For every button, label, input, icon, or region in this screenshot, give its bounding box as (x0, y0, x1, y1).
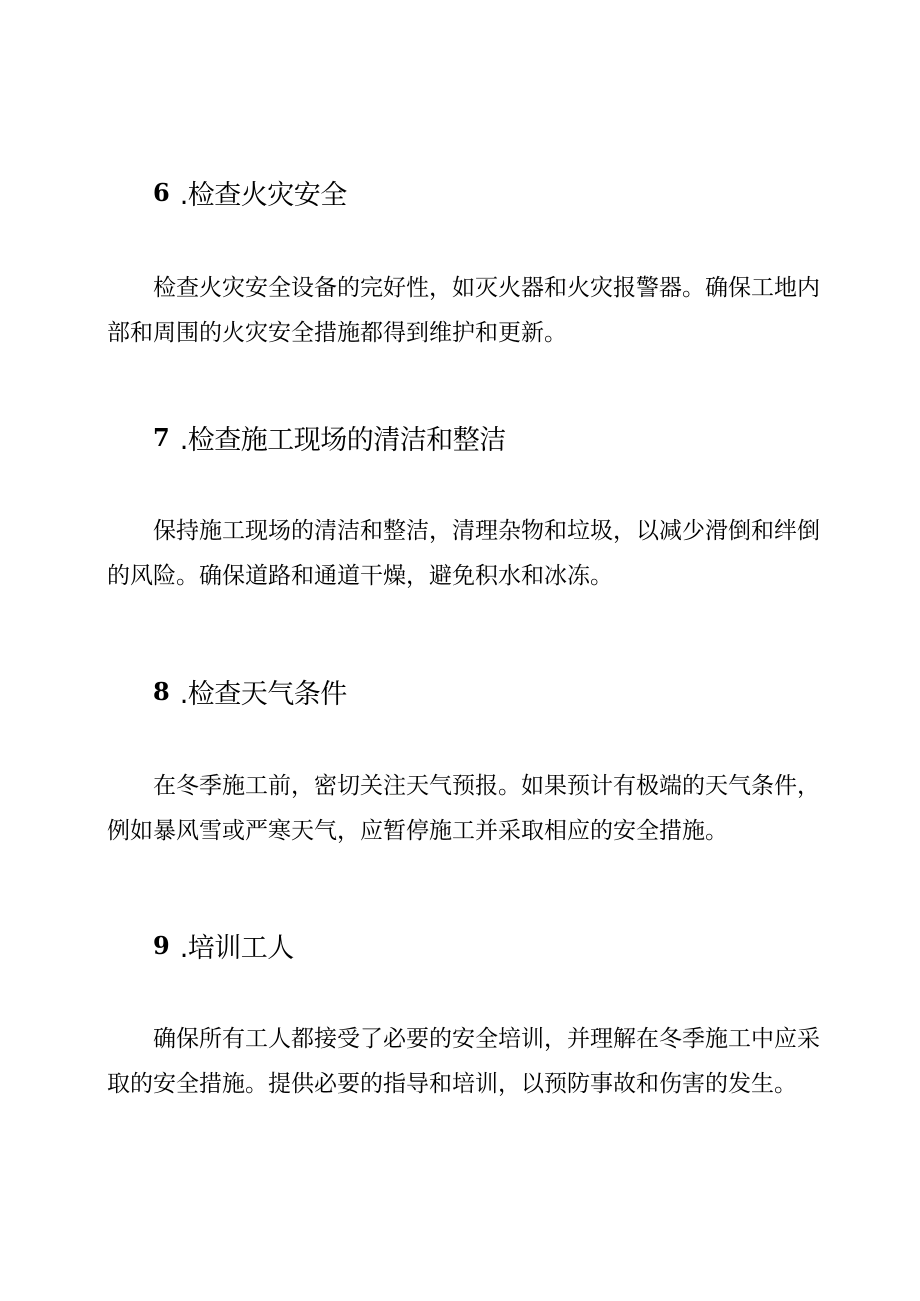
section-number: 6 (153, 177, 170, 207)
paragraph-line: 保持施工现场的清洁和整洁，清理杂物和垃圾，以减少滑倒和绊倒 (153, 518, 820, 544)
section-heading (153, 417, 506, 457)
section-title: .检查火灾安全 (179, 179, 347, 211)
paragraph-line: 检查火灾安全设备的完好性，如灭火器和火灾报警器。确保工地内 (153, 275, 820, 301)
section-paragraph (107, 1017, 837, 1107)
paragraph-line: 在冬季施工前，密切关注天气预报。如果预计有极端的天气条件， (153, 773, 820, 799)
section-title: .培训工人 (179, 932, 294, 964)
section-paragraph (107, 266, 837, 356)
section-number: 7 (153, 422, 170, 452)
section-paragraph (107, 764, 837, 854)
section-title: .检查施工现场的清洁和整洁 (179, 424, 506, 456)
section-paragraph (107, 509, 837, 599)
paragraph-line: 部和周围的火灾安全措施都得到维护和更新。 (107, 320, 567, 346)
paragraph-line: 的风险。确保道路和通道干燥，避免积水和冰冻。 (107, 563, 613, 589)
section-title: .检查天气条件 (179, 678, 347, 710)
section-heading (153, 172, 347, 212)
section-heading (153, 925, 294, 965)
section-heading (153, 671, 347, 711)
paragraph-line: 确保所有工人都接受了必要的安全培训，并理解在冬季施工中应采 (153, 1026, 820, 1052)
section-number: 9 (153, 930, 170, 960)
paragraph-line: 取的安全措施。提供必要的指导和培训，以预防事故和伤害的发生。 (107, 1071, 797, 1097)
section-number: 8 (153, 676, 170, 706)
paragraph-line: 例如暴风雪或严寒天气，应暂停施工并采取相应的安全措施。 (107, 818, 728, 844)
